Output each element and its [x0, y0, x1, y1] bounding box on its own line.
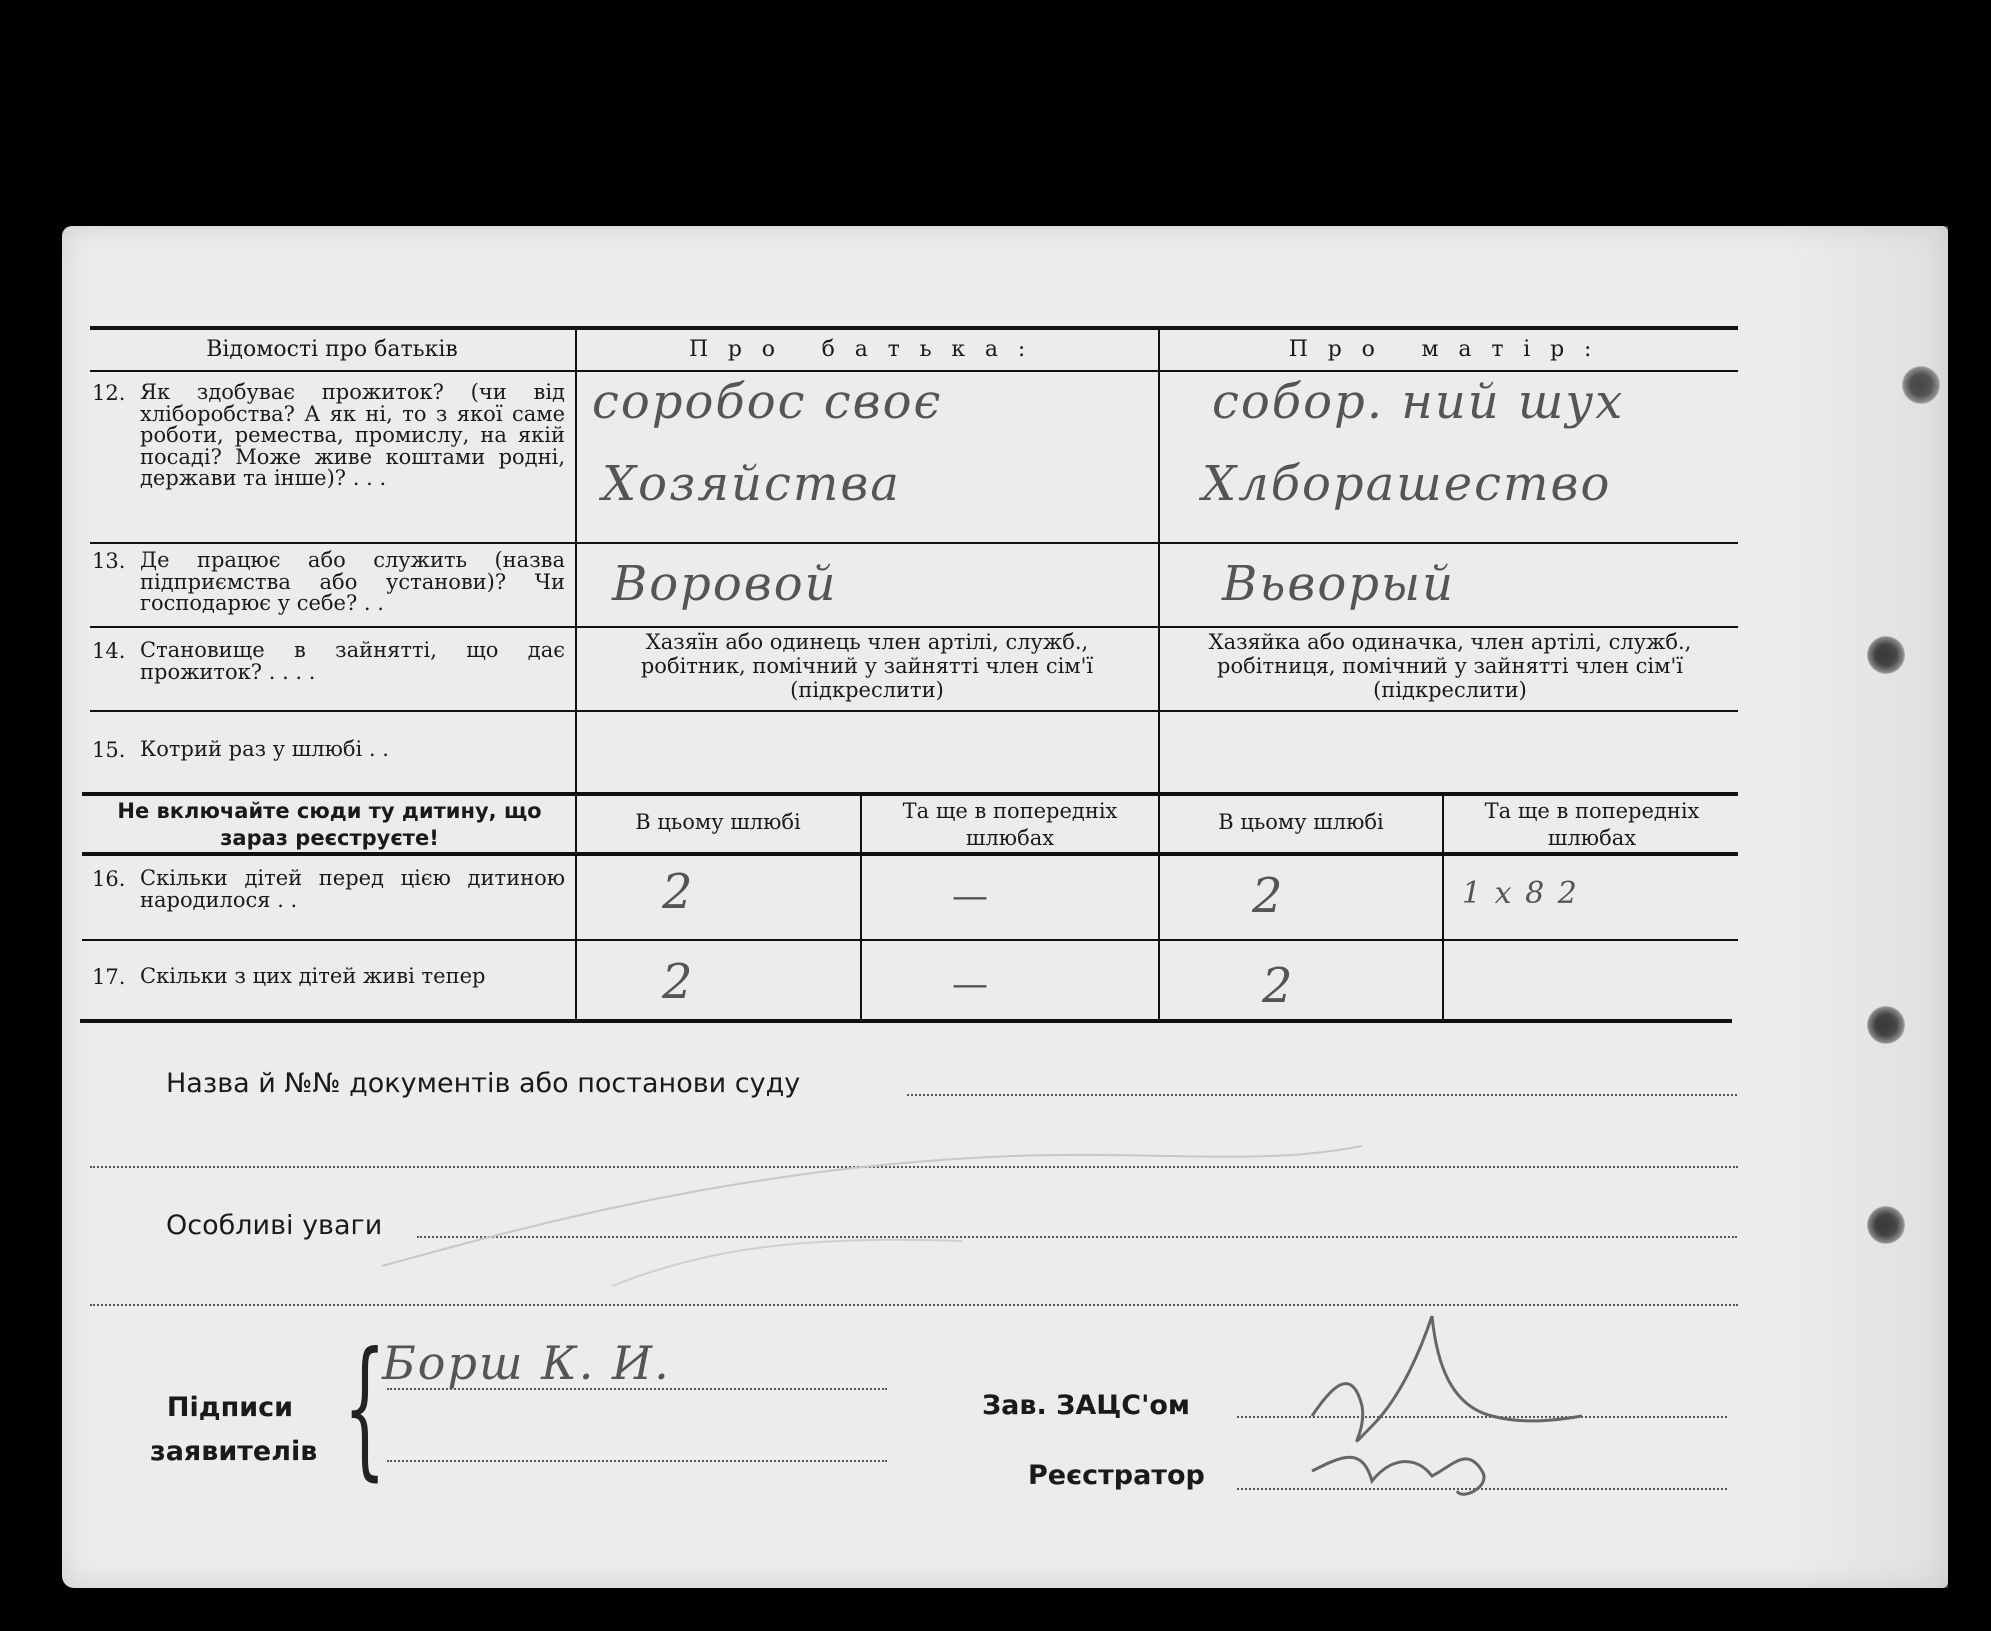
head-label: Зав. ЗАЦС'ом — [982, 1390, 1190, 1421]
question-number: 12. — [92, 381, 126, 405]
header-mother-column: Про матір: — [1288, 337, 1612, 362]
mother-workplace: Вьворый — [1222, 556, 1455, 612]
punch-hole — [1867, 636, 1905, 674]
question-number: 16. — [92, 867, 126, 891]
applicant-signature-line-1 — [387, 1388, 887, 1390]
mother-prev-marriages-header: Та ще в попередніх шлюбах — [1484, 799, 1700, 850]
q16-father-this: 2 — [662, 864, 695, 920]
header-father-column: Про батька: — [688, 337, 1046, 362]
punch-hole — [1902, 366, 1940, 404]
mother-this-marriage-header: В цьому шлюбі — [1218, 810, 1384, 834]
documents-label: Назва й №№ документів або постанови суду — [166, 1068, 801, 1099]
question-number: 14. — [92, 639, 126, 663]
signatures-brace: { — [343, 1321, 387, 1495]
header-info-column: Відомості про батьків — [206, 337, 458, 362]
documents-line — [907, 1094, 1737, 1096]
father-occupation-1: соробос своє — [592, 374, 943, 430]
question-number: 13. — [92, 549, 126, 573]
mother-occupation-2: Хлборашество — [1202, 456, 1612, 512]
q16-mother-this: 2 — [1252, 868, 1285, 924]
question-text: Становище в зайнятті, що дає прожиток? . . . . — [140, 638, 565, 684]
remarks-label: Особливі уваги — [166, 1210, 383, 1241]
punch-hole — [1867, 1206, 1905, 1244]
question-16 — [92, 866, 565, 912]
q17-mother-this: 2 — [1262, 958, 1295, 1014]
registrar-label: Реєстратор — [1028, 1460, 1205, 1491]
punch-hole — [1867, 1006, 1905, 1044]
father-status-options: Хазяїн або одинець член артілі, служб., робітник, помічний у зайнятті член сім'ї (підкреслити) — [640, 630, 1094, 702]
question-17 — [92, 966, 562, 988]
question-13 — [92, 548, 565, 615]
document-page — [62, 226, 1948, 1588]
signatures-label: Підписи заявителів — [150, 1392, 318, 1467]
mother-occupation-1: собор. ний шух — [1212, 374, 1625, 430]
question-15 — [92, 739, 562, 761]
father-occupation-2: Хозяйства — [602, 456, 901, 512]
applicant-signature: Борш К. И. — [382, 1336, 671, 1390]
children-note: Не включайте сюди ту дитину, що зараз реєструєте! — [117, 799, 542, 850]
question-text: Де працює або служить (назва підприємства або установи)? Чи господарює у себе? . . — [140, 548, 565, 615]
question-text: Скільки з цих дітей живі тепер — [140, 964, 486, 988]
question-text: Скільки дітей перед цією дитиною народилося . . — [140, 866, 565, 912]
q17-father-prev: — — [952, 964, 988, 1005]
question-number: 17. — [92, 965, 126, 989]
father-workplace: Воровой — [612, 556, 838, 612]
applicant-signature-line-2 — [387, 1460, 887, 1462]
head-signature — [1252, 1306, 1672, 1506]
question-text: Як здобуває прожиток? (чи від хліборобства? А як ні, то з якої саме роботи, ремества, промислу, на якій посаді? Може живе коштами родні, держави та інше)? . . . — [140, 380, 565, 490]
question-12 — [92, 380, 565, 490]
paper-crease — [362, 1126, 1462, 1306]
question-number: 15. — [92, 738, 126, 762]
question-text: Котрий раз у шлюбі . . — [140, 737, 389, 761]
q16-mother-prev: 1 x 8 2 — [1462, 876, 1579, 911]
mother-status-options: Хазяйка або одиначка, член артілі, служб., робітниця, помічний у зайнятті член сім'ї (підкреслити) — [1208, 630, 1692, 702]
father-this-marriage-header: В цьому шлюбі — [635, 810, 801, 834]
father-prev-marriages-header: Та ще в попередніх шлюбах — [902, 799, 1118, 850]
question-14 — [92, 638, 565, 684]
q17-father-this: 2 — [662, 954, 695, 1010]
q16-father-prev: — — [952, 876, 988, 917]
